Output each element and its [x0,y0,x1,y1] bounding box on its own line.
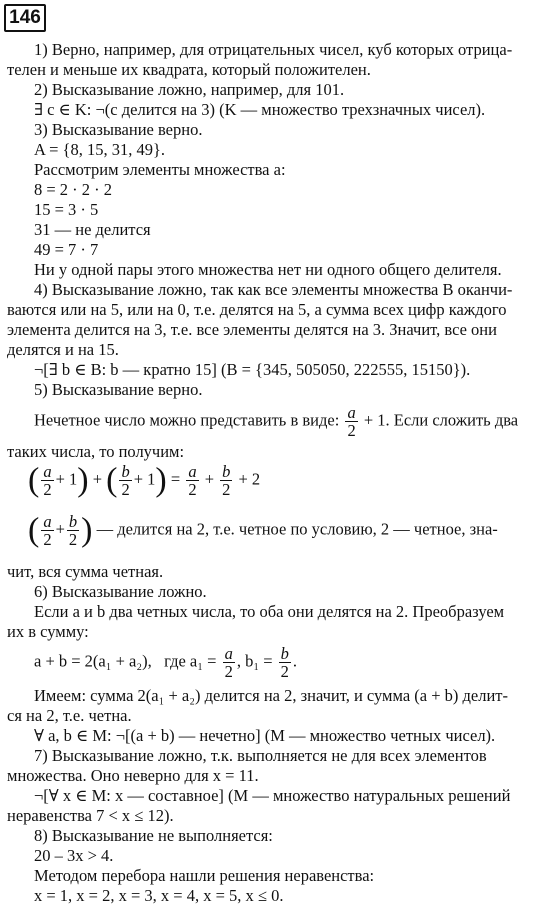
text-line: множества. Оно неверно для x = 11. [7,766,259,785]
formula-line [34,404,518,439]
numerator: b [222,462,231,481]
fraction [186,463,198,498]
paren-close: ) [155,461,167,499]
math-term: где a₁ = [164,651,217,671]
math-term: + 2 [238,469,261,489]
text-line: Имеем: сумма 2(a₁ + a₂) делится на 2, значит, и сумма (a + b) делит- [34,686,508,705]
equation-decomposition [34,645,297,680]
text-line: 15 = 3 · 5 [34,200,99,219]
fraction [41,463,53,498]
math-term: . [292,651,297,671]
text-line: 49 = 7 · 7 [34,240,99,259]
exercise-number-badge: 146 [4,4,46,32]
math-term: + 1 [55,469,78,489]
numerator: b [68,512,78,531]
math-op: = [170,469,181,489]
denominator: 2 [121,480,130,499]
numerator: a [224,644,233,663]
numerator: b [121,462,130,481]
math-term: a + b = 2(a₁ + a₂), [34,651,152,671]
numerator: a [43,512,52,531]
text-line: чит, вся сумма четная. [7,562,164,581]
fraction [67,513,79,548]
denominator: 2 [280,662,289,681]
text-line: 8) Высказывание не выполняется: [34,826,273,845]
paren-close: ) [77,461,89,499]
math-term: + 1 [363,410,386,430]
text-fragment: . Если сложить два [385,410,519,430]
math-op: + [204,469,214,489]
text-line: A = {8, 15, 31, 49}. [34,140,166,159]
fraction [119,463,131,498]
paren-open: ( [28,461,40,499]
text-line: таких числа, то получим: [7,442,185,461]
text-line: неравенства 7 < x ≤ 12). [7,806,174,825]
text-line: 4) Высказывание ложно, так как все элементы множества B оканчи- [34,280,513,299]
paren-open: ( [106,461,118,499]
equation-pair [28,513,498,548]
text-line: Методом перебора нашли решения неравенства: [34,866,375,885]
math-op: + [92,469,103,489]
fraction [223,645,235,680]
text-line: ∃ c ∈ K: ¬(c делится на 3) (K — множество трехзначных чисел). [34,100,486,119]
text-line: 3) Высказывание верно. [34,120,203,139]
text-line: делятся и на 15. [7,340,119,359]
numerator: a [43,462,52,481]
text-line: ся на 2, т.е. четна. [7,706,132,725]
text-line: 5) Высказывание верно. [34,380,203,399]
text-line: ∀ a, b ∈ M: ¬[(a + b) — нечетно] (M — множество четных чисел). [34,726,496,745]
text-line: 2) Высказывание ложно, например, для 101. [34,80,345,99]
text-fragment: — делится на 2, т.е. четное по условию, 2 — четное, зна- [96,519,498,539]
numerator: b [280,644,289,663]
denominator: 2 [43,530,52,549]
text-line: Если a и b два четных числа, то оба они делятся на 2. Преобразуем [34,602,505,621]
denominator: 2 [188,480,197,499]
text-line: ваются или на 5, или на 0, т.е. делятся на 5, а сумма всех цифр каждого [7,300,507,319]
math-op: + [55,519,65,539]
text-fragment: Нечетное число можно представить в виде: [34,410,340,430]
text-line: 7) Высказывание ложно, т.к. выполняется не для всех элементов [34,746,487,765]
numerator: a [188,462,197,481]
fraction [279,645,291,680]
text-line: 6) Высказывание ложно. [34,582,207,601]
text-line: 20 – 3x > 4. [34,846,114,865]
fraction [41,513,53,548]
numerator: a [347,403,356,422]
denominator: 2 [68,530,78,549]
text-line: ¬[∃ b ∈ B: b — кратно 15] (B = {345, 505050, 222555, 15150}). [34,360,471,379]
text-line: 31 — не делится [34,220,151,239]
text-line: телен и меньше их квадрата, который положителен. [7,60,371,79]
equation-sum [28,463,260,498]
denominator: 2 [224,662,233,681]
math-term: + 1 [133,469,156,489]
math-term: , b₁ = [236,651,273,671]
denominator: 2 [347,421,356,440]
text-line: 1) Верно, например, для отрицательных чисел, куб которых отрица- [34,40,513,59]
text-line: Рассмотрим элементы множества a: [34,160,286,179]
text-line: ¬[∀ x ∈ M: x — составное] (M — множество натуральных решений [34,786,511,805]
denominator: 2 [222,480,231,499]
text-line: x = 1, x = 2, x = 3, x = 4, x = 5, x ≤ 0. [34,886,284,905]
text-line: 8 = 2 · 2 · 2 [34,180,113,199]
fraction [220,463,232,498]
paren-open: ( [28,511,40,549]
text-line: Ни у одной пары этого множества нет ни одного общего делителя. [34,260,502,279]
fraction [345,404,357,439]
text-line: элемента делится на 3, т.е. все элементы делятся на 3. Значит, все они [7,320,497,339]
paren-close: ) [81,511,93,549]
text-line: их в сумму: [7,622,89,641]
denominator: 2 [43,480,52,499]
